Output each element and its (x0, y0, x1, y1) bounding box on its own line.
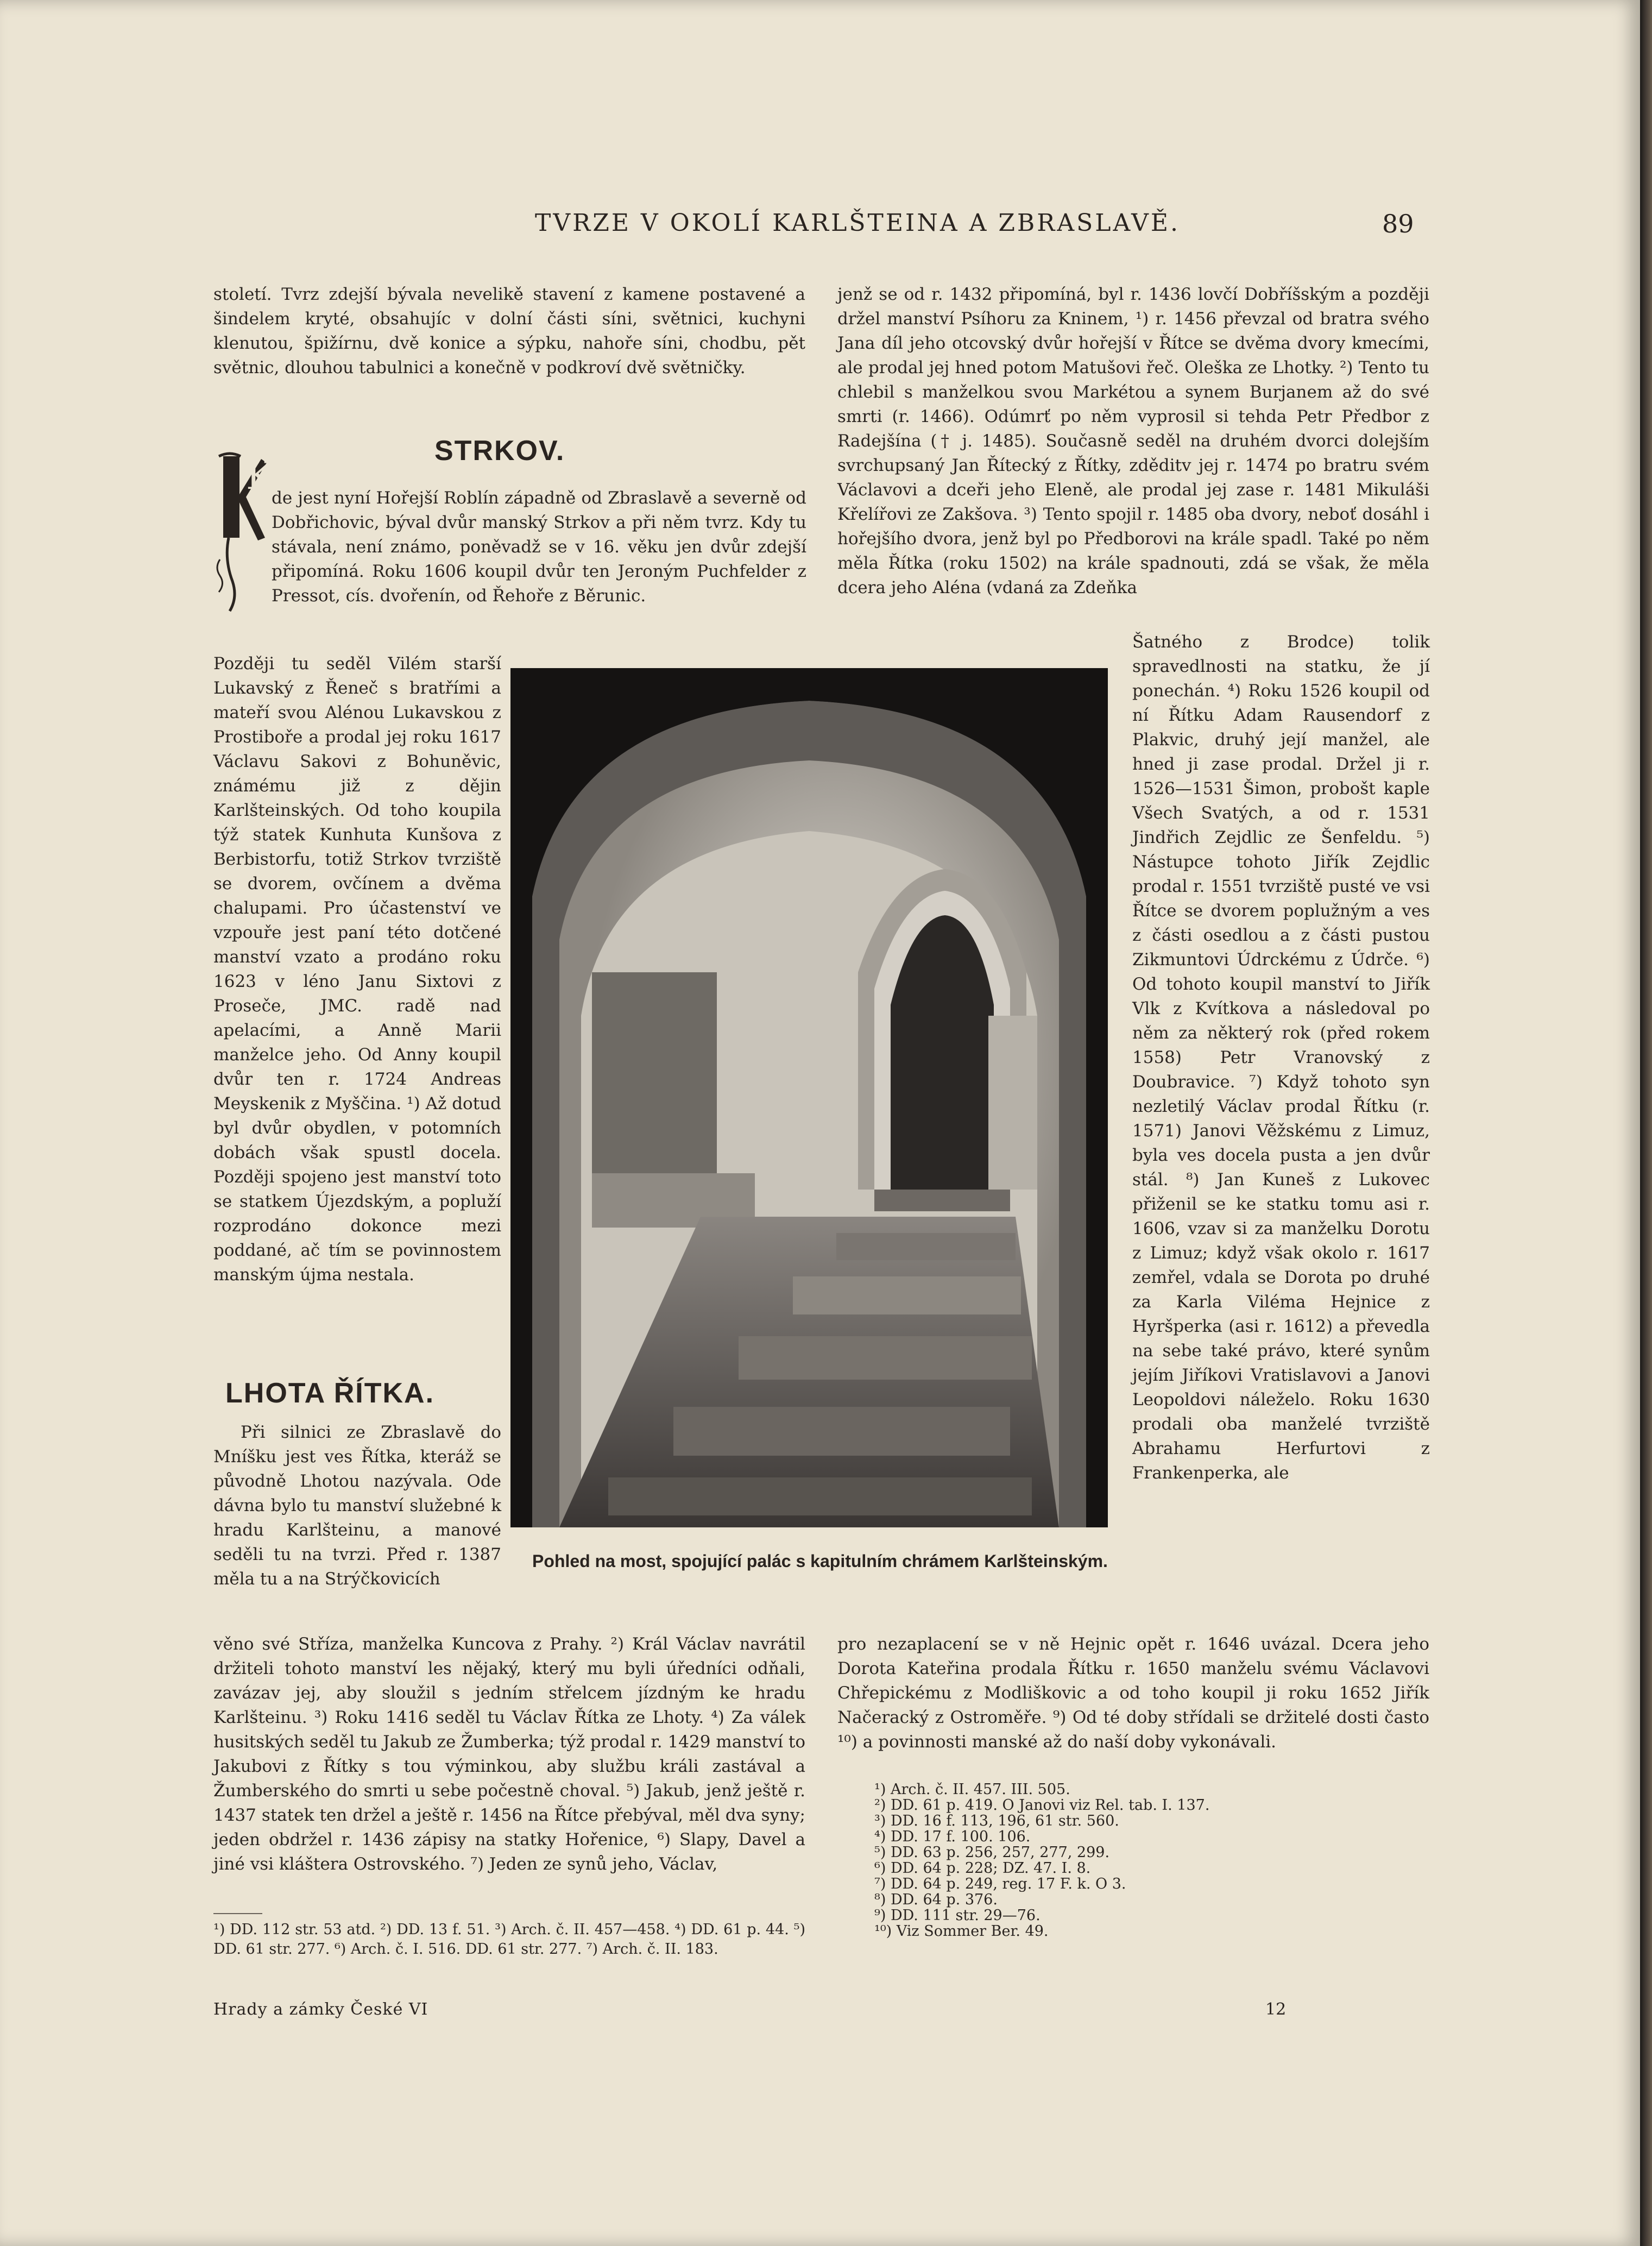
section-title-strkov: STRKOV. (434, 435, 565, 467)
dropcap-letter: K (246, 454, 275, 498)
printer-signature: 12 (1265, 2000, 1287, 2019)
footnote: ⁸) DD. 64 p. 376. (874, 1891, 998, 1908)
strkov-narrow-column (213, 652, 501, 1287)
lhota-wide-column (213, 1632, 805, 1877)
lhota-narrow-column (213, 1420, 501, 1591)
page-edge-shadow (1640, 0, 1652, 2246)
series-title: Hrady a zámky České VI (213, 2000, 428, 2019)
strkov-narrow-text: Později tu seděl Vilém starší Lukavský z Řeneč s bratřími a mateří svou Alénou Lukavskou z Prostiboře a prodal jej roku 1617 Václavu Sakovi z Bohuněvic, známému již z dějin Karlšteinských. Od toho koupila týž statek Kunhuta Kunšova z Berbistorfu, totiž Strkov tvrziště se dvorem, ovčínem a dvěma chalupami. Pro účastenství ve vzpouře jest paní této dotčené manství vzato a prodáno roku 1623 v léno Janu Sixtovi z Proseče, JMC. radě nad apelacími, a Anně Marii manželce jeho. Od Anny koupil dvůr ten r. 1724 Andreas Meyskenik z Myščina. ¹) Až dotud byl dvůr obydlen, v potomních dobách však spustl docela. Později spojeno jest manství toto se statkem Újezdským, a popluží rozprodáno dokonce mezi poddané, ač tím se povinnostem manským újma nestala. (213, 654, 501, 1285)
strkov-lead-paragraph (272, 486, 806, 608)
footnote: ⁷) DD. 64 p. 249, reg. 17 F. k. O 3. (874, 1876, 1126, 1892)
lhota-wide-text: věno své Stříza, manželka Kuncova z Prahy. ²) Král Václav navrátil držiteli tohoto manství les nějaký, který mu byli úředníci odňali, zavázav jej, aby sloužil s jedním střelcem jízdným ke hradu Karlšteinu. ³) Roku 1416 seděl tu Václav Řítka ze Lhoty. ⁴) Za válek husitských seděl tu Jakub ze Žumberka; týž prodal r. 1429 manství to Jakubovi z Řítky s tou výminkou, aby službu králi zastával a Žumberského do smrti u sebe počestně choval. ⁵) Jakub, jenž ještě r. 1437 statek ten držel a ještě r. 1456 na Řítce přebýval, měl dva syny; jeden obdržel r. 1436 zápisy na statky Hořenice, ⁶) Slapy, Davel a jiné vsi kláštera Ostrovského. ⁷) Jeden ze synů jeho, Václav, (213, 1634, 805, 1874)
footnotes-left: ¹) DD. 112 str. 53 atd. ²) DD. 13 f. 51. ³) Arch. č. II. 457—458. ⁴) DD. 61 p. 44. ⁵) DD. 61 str. 277. ⁶) Arch. č. I. 516. DD. 61 str. 277. ⁷) Arch. č. II. 183. (213, 1921, 805, 1958)
strkov-lead-text: de jest nyní Hořejší Roblín západně od Zbraslavě a severně od Dobřichovic, býval dvůr manský Strkov a při něm tvrz. Kdy tu stávala, není známo, poněvadž se v 16. věku jen dvůr zdejší připomíná. Roku 1606 koupil dvůr ten Jeroným Puchfelder z Pressot, cís. dvořenín, od Řehoře z Běrunic. (272, 488, 806, 606)
intro-text: století. Tvrz zdejší bývala nevelikě stavení z kamene postavené a šindelem kryté, obsahujíc v dolní části síni, světnici, kuchyni klenutou, špižírnu, dvě konice a sýpku, nahoře síni, chodbu, pět světnic, dlouhou tabulnici a konečně v podkroví dvě světničky. (213, 285, 805, 378)
right-wide-column (837, 1632, 1429, 1754)
section-title-lhota-ritka: LHOTA ŘÍTKA. (225, 1377, 435, 1409)
footnote: ⁵) DD. 63 p. 256, 257, 277, 299. (874, 1844, 1110, 1861)
left-intro-paragraph (213, 282, 805, 380)
right-narrow-text: Šatného z Brodce) tolik spravedlnosti na statku, že jí ponechán. ⁴) Roku 1526 koupil od ní Řítku Adam Rausendorf z Plakvic, druhý její manžel, ale hned ji zase prodal. Držel ji r. 1526—1531 Šimon, probošt kaple Všech Svatých, a od r. 1531 Jindřich Zejdlic ze Šenfeldu. ⁵) Nástupce tohoto Jiřík Zejdlic prodal r. 1551 tvrziště pusté ve vsi Řítce se dvorem poplužným a ves z části osedlou a z části pustou Zikmuntovi Údrckému z Údrče. ⁶) Od tohoto koupil manství to Jiřík Vlk z Kvítkova a následoval po něm za některý rok (před rokem 1558) Petr Vranovský z Doubravice. ⁷) Když tohoto syn nezletilý Václav prodal Řítku (r. 1571) Janovi Věžskému z Limuz, byla ves docela pusta a jen dvůr stál. ⁸) Jan Kuneš z Lukovec přiženil se ke statku tomu asi r. 1606, vzav si za manželku Dorotu z Limuz; když však okolo r. 1617 zemřel, vdala se Dorota po druhé za Karla Viléma Hejnice z Hyršperka (asi r. 1612) a převedla na sebe také právo, které synům jejím Jiříkovi Vratislavovi a Janovi Leopoldovi náleželo. Roku 1630 prodali oba manželé tvrziště Abrahamu Herfurtovi z Frankenperka, ale (1132, 632, 1430, 1483)
engraving-vaulted-passage (510, 668, 1108, 1527)
footnote: ⁴) DD. 17 f. 100. 106. (874, 1828, 1031, 1845)
footnote: ³) DD. 16 f. 113, 196, 61 str. 560. (874, 1813, 1119, 1829)
decorative-initial-k (213, 451, 275, 614)
footnotes-right (874, 1782, 1254, 1939)
running-title: TVRZE V OKOLÍ KARLŠTEINA A ZBRASLAVĚ. (535, 209, 1180, 237)
figure-caption: Pohled na most, spojující palác s kapitulním chrámem Karlšteinským. (532, 1551, 1108, 1571)
running-header (0, 209, 1640, 247)
footnote-rule-left (213, 1913, 262, 1914)
page-number: 89 (1382, 209, 1414, 238)
footnote: ⁹) DD. 111 str. 29—76. (874, 1907, 1041, 1924)
footnote: ¹) Arch. č. II. 457. III. 505. (874, 1781, 1070, 1798)
footnote: ²) DD. 61 p. 419. O Janovi viz Rel. tab. I. 137. (874, 1797, 1210, 1814)
footnote: ⁶) DD. 64 p. 228; DZ. 47. I. 8. (874, 1860, 1091, 1877)
lhota-narrow-text: Při silnici ze Zbraslavě do Mníšku jest ves Řítka, kteráž se původně Lhotou nazývala. Ode dávna bylo tu manství služebné k hradu Karlšteinu, a manové seděli tu na tvrzi. Před r. 1387 měla tu a na Strýčkovicích (213, 1423, 501, 1589)
right-wide-text: pro nezaplacení se v ně Hejnic opět r. 1646 uvázal. Dcera jeho Dorota Kateřina prodala Řítku r. 1650 manželu svému Václavovi Chřepickému z Modliškovic a od toho koupil ji roku 1652 Jiřík Načeracký z Ostroměře. ⁹) Od té doby střídali se držitelé dosti často ¹⁰) a povinnosti manské až do naší doby vykonávali. (837, 1634, 1429, 1752)
footnote: ¹⁰) Viz Sommer Ber. 49. (874, 1923, 1049, 1940)
right-top-paragraph (837, 282, 1429, 600)
right-top-text: jenž se od r. 1432 připomíná, byl r. 1436 lovčí Dobříšským a později držel manství Psíhoru za Kninem, ¹) r. 1456 převzal od bratra svého Jana díl jeho otcovský dvůr hořejší v Řítce se dvěma dvory kmecími, ale prodal jej hned potom Matušovi řeč. Oleška ze Lhotky. ²) Tento tu chlebil s manželkou svou Markétou a synem Burjanem až do své smrti (r. 1466). Odúmrť po něm vyprosil si tehda Petr Předbor z Radejšína († j. 1485). Současně seděl na druhém dvorci dolejším svrchupsaný Jan Řítecký z Řítky, zděditv jej r. 1474 po bratru svém Václavovi a dceři jeho Eleně, ale prodal jej zase r. 1481 Mikuláši Křelířovi ze Zakšova. ³) Tento spojil r. 1485 oba dvory, neboť dosáhl i hořejšího dvora, jenž byl po Předborovi na krále spadl. Také po něm měla Řítka (roku 1502) na krále spadnouti, zdá se však, že měla dcera jeho Aléna (vdaná za Zdeňka (837, 285, 1429, 597)
right-narrow-column (1132, 630, 1430, 1486)
